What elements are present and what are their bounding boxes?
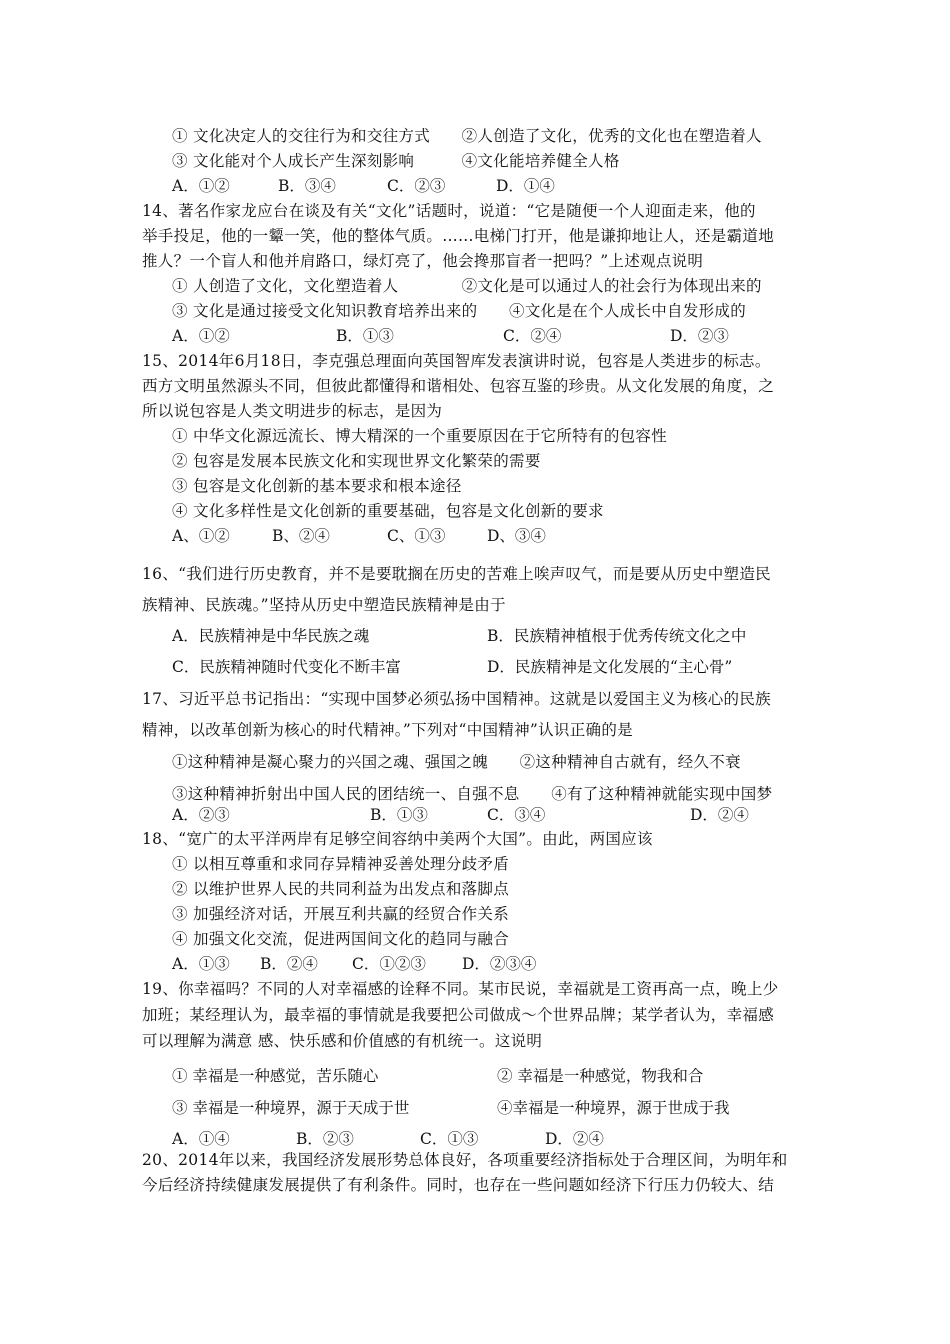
text-line: ①这种精神是凝心聚力的兴国之魂、强国之魄 ②这种精神自古就有，经久不衰 <box>172 753 741 771</box>
option-a: A．①④ <box>172 1130 230 1148</box>
text-line: 精神，以改革创新为核心的时代精神。”下列对“中国精神”认识正确的是 <box>142 721 633 739</box>
statement-3: ③ 幸福是一种境界，源于天成于世 <box>172 1099 410 1117</box>
text-line: ③ 包容是文化创新的基本要求和根本途径 <box>172 477 462 495</box>
question-15-text: 15、2014年6月18日，李克强总理面向英国智库发表演讲时说，包容是人类进步的标志。 <box>142 352 771 370</box>
option-b: B．②④ <box>260 955 318 973</box>
text-line: 推人？一个盲人和他并肩路口，绿灯亮了，他会搀那盲者一把吗？”上述观点说明 <box>142 252 704 270</box>
option-b: B．①③ <box>336 327 394 345</box>
option-b: B．①③ <box>370 806 428 824</box>
statement-4: ④幸福是一种境界，源于世成于我 <box>497 1099 730 1117</box>
option-d: D、③④ <box>487 527 546 545</box>
text-line: 族精神、民族魂。”坚持从历史中塑造民族精神是由于 <box>142 596 506 614</box>
option-d: D．②④ <box>690 806 749 824</box>
text-line: ② 包容是发展本民族文化和实现世界文化繁荣的需要 <box>172 452 541 470</box>
question-18-text: 18、“宽广的太平洋两岸有足够空间容纳中美两个大国”。由此，两国应该 <box>142 830 653 848</box>
text-line: ② 以维护世界人民的共同利益为出发点和落脚点 <box>172 880 510 898</box>
option-b: B、②④ <box>272 527 330 545</box>
text-line: ③这种精神折射出中国人民的团结统一、自强不息 ④有了这种精神就能实现中国梦 <box>172 785 773 803</box>
option-a: A．①② <box>172 327 230 345</box>
text-line: ① 人创造了文化，文化塑造着人 ②文化是可以通过人的社会行为体现出来的 <box>172 277 762 295</box>
option-d: D．①④ <box>496 177 555 195</box>
option-c: C．民族精神随时代变化不断丰富 <box>172 658 401 676</box>
option-b: B．③④ <box>278 177 336 195</box>
question-20-text: 20、2014年以来，我国经济发展形势总体良好，各项重要经济指标处于合理区间，为明年和 <box>142 1151 788 1169</box>
statement-2: ② 幸福是一种感觉，物我和合 <box>497 1067 704 1085</box>
option-a: A、①② <box>172 527 230 545</box>
option-d: D．②③④ <box>462 955 537 973</box>
option-d: D．民族精神是文化发展的“主心骨” <box>487 658 733 676</box>
option-d: D．②④ <box>545 1130 604 1148</box>
text-line: ③ 加强经济对话，开展互利共赢的经贸合作关系 <box>172 905 510 923</box>
statement-1: ① 幸福是一种感觉，苦乐随心 <box>172 1067 379 1085</box>
option-c: C．①③ <box>420 1130 479 1148</box>
text-line: ① 中华文化源远流长、博大精深的一个重要原因在于它所特有的包容性 <box>172 427 668 445</box>
question-17-text: 17、习近平总书记指出：“实现中国梦必须弘扬中国精神。这就是以爱国主义为核心的民族 <box>142 690 771 708</box>
option-a: A．②③ <box>172 806 230 824</box>
text-line: ④ 加强文化交流，促进两国间文化的趋同与融合 <box>172 930 510 948</box>
text-line: ④ 文化多样性是文化创新的重要基础，包容是文化创新的要求 <box>172 502 604 520</box>
question-14-text: 14、著名作家龙应台在谈及有关“文化”话题时，说道：“它是随便一个人迎面走来，他的 <box>142 202 756 220</box>
option-a: A．①③ <box>172 955 230 973</box>
option-b: B．②③ <box>296 1130 354 1148</box>
option-d: D．②③ <box>670 327 729 345</box>
option-b: B．民族精神植根于优秀传统文化之中 <box>487 627 747 645</box>
text-line: 可以理解为满意 感、快乐感和价值感的有机统一。这说明 <box>142 1032 543 1050</box>
option-c: C．②③ <box>387 177 446 195</box>
text-line: 所以说包容是人类文明进步的标志，是因为 <box>142 402 443 420</box>
text-line: ① 文化决定人的交往行为和交往方式 ②人创造了文化，优秀的文化也在塑造着人 <box>172 127 762 145</box>
text-line: 举手投足，他的一颦一笑，他的整体气质。……电梯门打开，他是谦抑地让人，还是霸道地 <box>142 227 775 245</box>
text-line: 加班；某经理认为，最幸福的事情就是我要把公司做成～个世界品牌；某学者认为，幸福感 <box>142 1006 775 1024</box>
option-c: C．②④ <box>503 327 562 345</box>
option-a: A．民族精神是中华民族之魂 <box>172 627 370 645</box>
text-line: 西方文明虽然源头不同，但彼此都懂得和谐相处、包容互鉴的珍贵。从文化发展的角度，之 <box>142 377 775 395</box>
text-line: 今后经济持续健康发展提供了有利条件。同时，也存在一些问题如经济下行压力仍较大、结 <box>142 1176 775 1194</box>
question-19-text: 19、你幸福吗？不同的人对幸福感的诠释不同。某市民说，幸福就是工资再高一点，晚上少 <box>142 980 779 998</box>
option-c: C、①③ <box>387 527 446 545</box>
text-line: ① 以相互尊重和求同存异精神妥善处理分歧矛盾 <box>172 855 510 873</box>
text-line: ③ 文化是通过接受文化知识教育培养出来的 ④文化是在个人成长中自发形成的 <box>172 302 747 320</box>
text-line: ③ 文化能对个人成长产生深刻影响 ④文化能培养健全人格 <box>172 152 620 170</box>
option-c: C．①②③ <box>352 955 426 973</box>
option-a: A．①② <box>172 177 230 195</box>
question-16-text: 16、“我们进行历史教育，并不是要耽搁在历史的苦难上唉声叹气，而是要从历史中塑造民 <box>142 565 771 583</box>
option-c: C．③④ <box>487 806 546 824</box>
